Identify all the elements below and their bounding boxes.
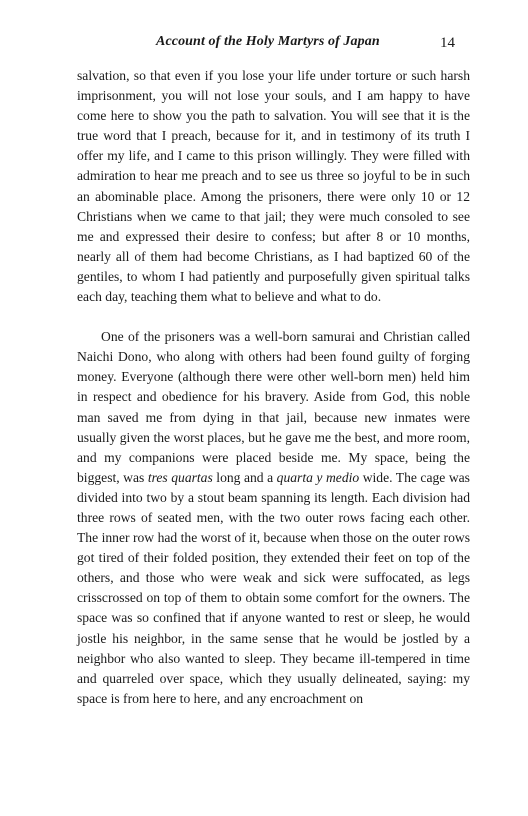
body-text bbox=[77, 66, 470, 709]
italic-term-tres-quartas: tres quartas bbox=[147, 469, 213, 485]
running-head bbox=[0, 34, 528, 54]
paragraph-naichi-dono bbox=[77, 327, 470, 709]
paragraph-text: One of the prisoners was a well-born samurai and Christian called Naichi Dono, who along with others had been found guilty of forging money. Everyone (although there were other well-born men) held him in respect and obedience for his bravery. Aside from God, this noble man saved me from dying in that jail, because new inmates were usually given the worst places, but he gave me the best, and more room, and my companions were placed beside me. My space, being the biggest, was bbox=[77, 329, 470, 485]
paragraph-text: long and a bbox=[212, 469, 277, 485]
italic-term-quarta-y-medio: quarta y medio bbox=[276, 469, 360, 485]
paragraph-continued: salvation, so that even if you lose your life under torture or such harsh imprisonment, you will not lose your souls, and I am happy to have come here to show you the path to salvation. You will see that it is the true word that I preach, because for it, and in testimony of its truth I offer my life, and I came to this prison willingly. They were filled with admiration to hear me preach and to see us three so joyful to be in such an abominable place. Among the prisoners, there were only 10 or 12 Christians when we came to that jail; they were much consoled to see me and expressed their desire to confess; but after 8 or 10 months, nearly all of them had become Christians, as I had baptized 60 of the gentiles, to whom I had patiently and purposefully given spiritual talks each day, teaching them what to believe and what to do. bbox=[77, 68, 470, 305]
running-title: Account of the Holy Martyrs of Japan bbox=[156, 34, 380, 49]
page-number: 14 bbox=[440, 35, 455, 51]
paragraph-text: wide. The cage was divided into two by a stout beam spanning its length. Each division had three rows of seated men, with the two outer rows facing each other. The inner row had the worst of it, because when those on the outer rows got tired of their folded position, they extended their feet on top of the others, and those who were weak and sick were suffocated, as legs crisscrossed on top of them to obtain some comfort for the owners. The space was so confined that if anyone wanted to rest or sleep, he would jostle his neighbor, in the same sense that he would be jostled by a neighbor who also wanted to sleep. They became ill-tempered in time and quarreled over space, which they usually delineated, saying: my space is from here to here, and any encroachment on bbox=[77, 469, 470, 706]
